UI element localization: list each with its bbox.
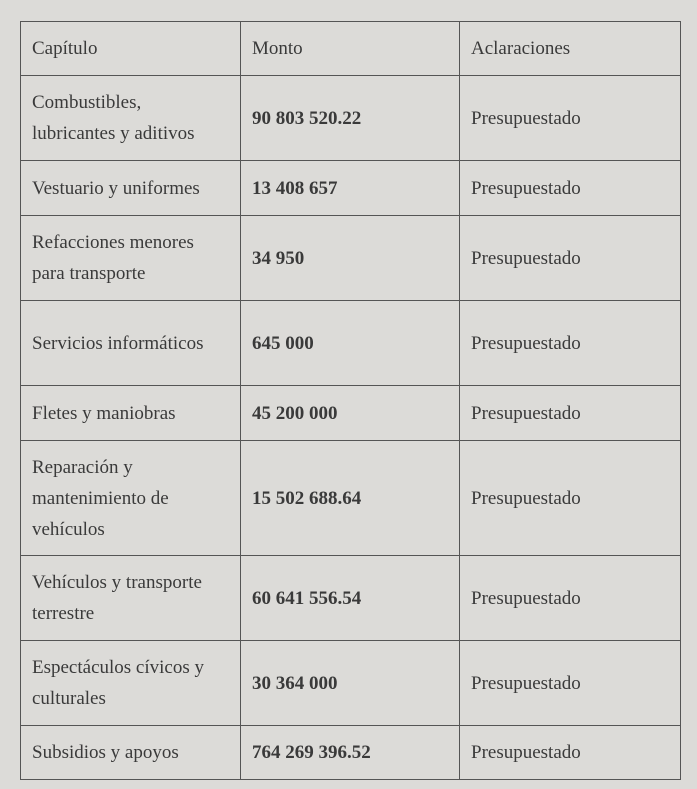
budget-table [20,21,681,780]
table-row [21,726,681,780]
cell-monto: 90 803 520.22 [241,76,460,161]
cell-capitulo: Espectáculos cívicos y culturales [21,641,241,726]
cell-capitulo: Vestuario y uniformes [21,161,241,216]
cell-aclaraciones: Presupuestado [460,441,681,556]
table-row [21,441,681,556]
cell-aclaraciones: Presupuestado [460,556,681,641]
cell-monto: 60 641 556.54 [241,556,460,641]
cell-capitulo: Subsidios y apoyos [21,726,241,780]
cell-capitulo: Servicios informáticos [21,301,241,386]
table-row [21,76,681,161]
cell-monto: 764 269 396.52 [241,726,460,780]
table-row [21,216,681,301]
table-row [21,386,681,441]
table-row [21,161,681,216]
table-row [21,301,681,386]
cell-aclaraciones: Presupuestado [460,726,681,780]
table-row [21,556,681,641]
cell-aclaraciones: Presupuestado [460,301,681,386]
cell-capitulo: Fletes y maniobras [21,386,241,441]
cell-capitulo: Refacciones menores para transporte [21,216,241,301]
cell-monto: 45 200 000 [241,386,460,441]
cell-monto: 15 502 688.64 [241,441,460,556]
cell-aclaraciones: Presupuestado [460,216,681,301]
header-monto: Monto [241,22,460,76]
cell-aclaraciones: Presupuestado [460,641,681,726]
cell-monto: 13 408 657 [241,161,460,216]
cell-aclaraciones: Presupuestado [460,386,681,441]
cell-monto: 645 000 [241,301,460,386]
cell-aclaraciones: Presupuestado [460,76,681,161]
header-aclaraciones: Aclaraciones [460,22,681,76]
table-container [20,21,681,780]
cell-monto: 30 364 000 [241,641,460,726]
cell-monto: 34 950 [241,216,460,301]
cell-aclaraciones: Presupuestado [460,161,681,216]
cell-capitulo: Reparación y mantenimiento de vehículos [21,441,241,556]
table-row [21,641,681,726]
cell-capitulo: Vehículos y transporte terrestre [21,556,241,641]
cell-capitulo: Combustibles, lubricantes y aditivos [21,76,241,161]
header-capitulo: Capítulo [21,22,241,76]
header-row [21,22,681,76]
